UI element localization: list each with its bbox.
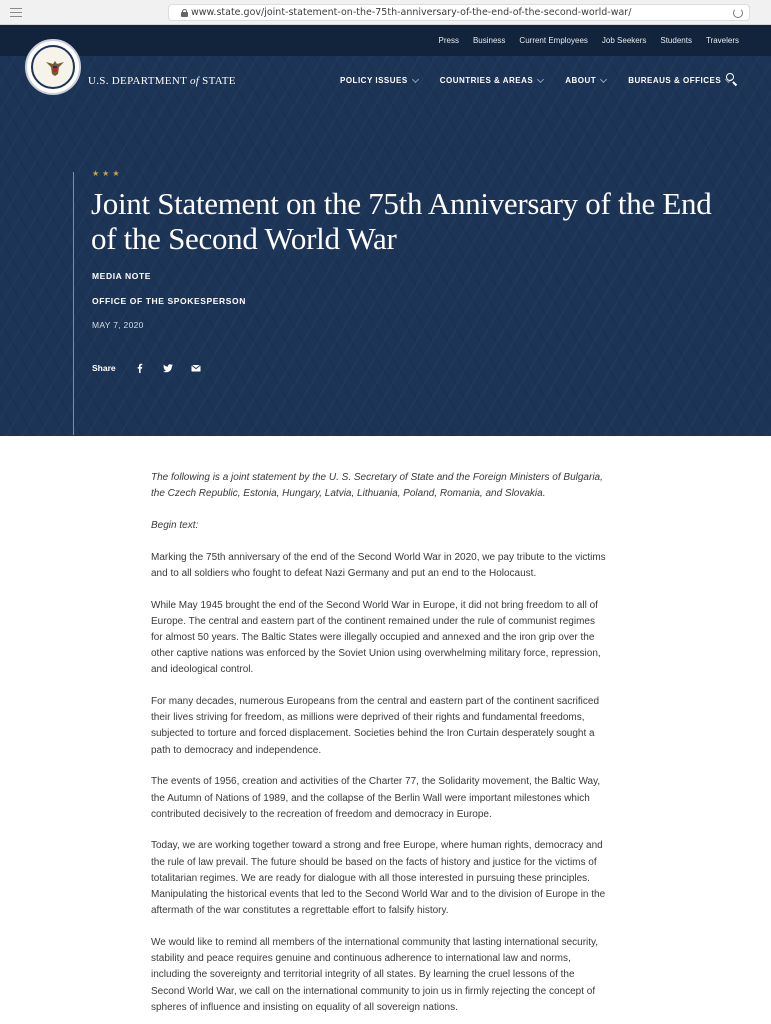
chevron-down-icon — [537, 75, 544, 82]
chevron-down-icon — [412, 75, 419, 82]
star-icon: ★ — [112, 169, 120, 178]
star-icon: ★ — [92, 169, 100, 178]
article-intro: The following is a joint statement by the U. S. Secretary of State and the Foreign Ministers of Bulgaria, the Czech Republic, Estonia, Hungary, Latvia, Lithuania, Poland, Romania, and Slovakia. — [151, 472, 603, 500]
utility-link-travelers[interactable]: Travelers — [705, 36, 739, 45]
wordmark-pre: U.S. DEPARTMENT — [88, 75, 187, 87]
wordmark-post: STATE — [202, 75, 236, 87]
address-bar[interactable] — [168, 4, 750, 21]
eagle-icon — [44, 59, 66, 77]
chevron-down-icon — [600, 75, 607, 82]
article-paragraph: The events of 1956, creation and activities of the Charter 77, the Solidarity movement, the Baltic Way, the Autumn of Nations of 1989, and the collapse of the Berlin Wall were important milestones which contributed decisively to the recreation of freedom and democracy in Europe. — [151, 776, 601, 820]
search-icon[interactable] — [726, 73, 738, 85]
article-body — [151, 470, 609, 1024]
utility-link-business[interactable]: Business — [472, 36, 506, 45]
begin-text-label: Begin text: — [151, 519, 199, 531]
star-icon: ★ — [102, 169, 110, 178]
department-wordmark[interactable] — [88, 75, 236, 87]
nav-item-about[interactable] — [565, 76, 606, 85]
share-label: Share — [92, 363, 116, 373]
nav-item-bureaus-offices[interactable] — [628, 76, 731, 85]
utility-link-current-employees[interactable]: Current Employees — [519, 36, 588, 45]
share-bar — [92, 362, 218, 374]
browser-toolbar — [0, 0, 771, 25]
stars-ornament — [92, 170, 120, 178]
url-text[interactable]: www.state.gov/joint-statement-on-the-75th-anniversary-of-the-end-of-the-second-world-war/ — [191, 7, 632, 18]
utility-link-job-seekers[interactable]: Job Seekers — [601, 36, 647, 45]
article-paragraph: While May 1945 brought the end of the Second World War in Europe, it did not bring freedom to all of Europe. The central and eastern part of the continent remained under the rule of communist regimes for almost 50 years. The Baltic States were illegally occupied and annexed and the iron grip over the other captive nations was enforced by the Soviet Union using overwhelming military force, repression, and ideological control. — [151, 599, 601, 676]
page-title: Joint Statement on the 75th Anniversary of the End of the Second World War — [91, 186, 712, 256]
main-nav — [340, 76, 731, 85]
nav-item-label: POLICY ISSUES — [340, 76, 408, 85]
utility-link-press[interactable]: Press — [438, 36, 459, 45]
article-paragraph: We would like to remind all members of the international community that lasting international security, stability and peace requires genuine and continuous adherence to international law and norms, including the sovereignty and territorial integrity of all states. By learning the cruel lessons of the Second World War, we call on the international community to join us in firmly rejecting the concept of spheres of influence and insisting on equality of all sovereign nations. — [151, 936, 599, 1013]
publish-date: MAY 7, 2020 — [92, 320, 144, 330]
wordmark-of: of — [189, 75, 200, 87]
nav-item-label: ABOUT — [565, 76, 597, 85]
nav-item-label: COUNTRIES & AREAS — [439, 76, 534, 85]
reload-icon[interactable] — [733, 8, 743, 18]
utility-strip — [0, 25, 771, 56]
email-icon[interactable] — [190, 362, 202, 374]
site-header — [0, 25, 771, 436]
seal-ring — [31, 45, 75, 89]
twitter-icon[interactable] — [162, 362, 174, 374]
nav-item-policy-issues[interactable] — [340, 76, 418, 85]
article-paragraph: Marking the 75th anniversary of the end of the Second World War in 2020, we pay tribute to the victims and to all soldiers who fought to defeat Nazi Germany and put an end to the Holocaust. — [151, 551, 606, 579]
lock-icon — [181, 9, 188, 17]
office-link[interactable]: OFFICE OF THE SPOKESPERSON — [92, 296, 246, 306]
department-seal-logo[interactable] — [25, 39, 81, 95]
utility-nav — [439, 36, 740, 45]
nav-item-label: BUREAUS & OFFICES — [628, 76, 722, 85]
article-paragraph: For many decades, numerous Europeans from the central and eastern part of the continent sacrificed their lives striving for freedom, as millions were deprived of their rights and fundamental freedoms, subjected to torture and forced displacement. Societies behind the Iron Curtain desperately sought a path to democracy and independence. — [151, 696, 600, 756]
utility-link-students[interactable]: Students — [660, 36, 692, 45]
hero-divider — [73, 172, 74, 435]
article-paragraph: Today, we are working together toward a strong and free Europe, where human rights, democracy and the rule of law prevail. The future should be based on the facts of history and justice for the victims of totalitarian regimes. We are ready for dialogue with all those interested in pursuing these principles. Manipulating the historical events that led to the Second World War and to the division of Europe in the aftermath of the war constitutes a regrettable effort to falsify history. — [151, 840, 606, 917]
menu-icon[interactable] — [10, 8, 22, 17]
nav-item-countries-areas[interactable] — [440, 76, 544, 85]
article-type: MEDIA NOTE — [92, 271, 152, 281]
facebook-icon[interactable] — [134, 362, 146, 374]
